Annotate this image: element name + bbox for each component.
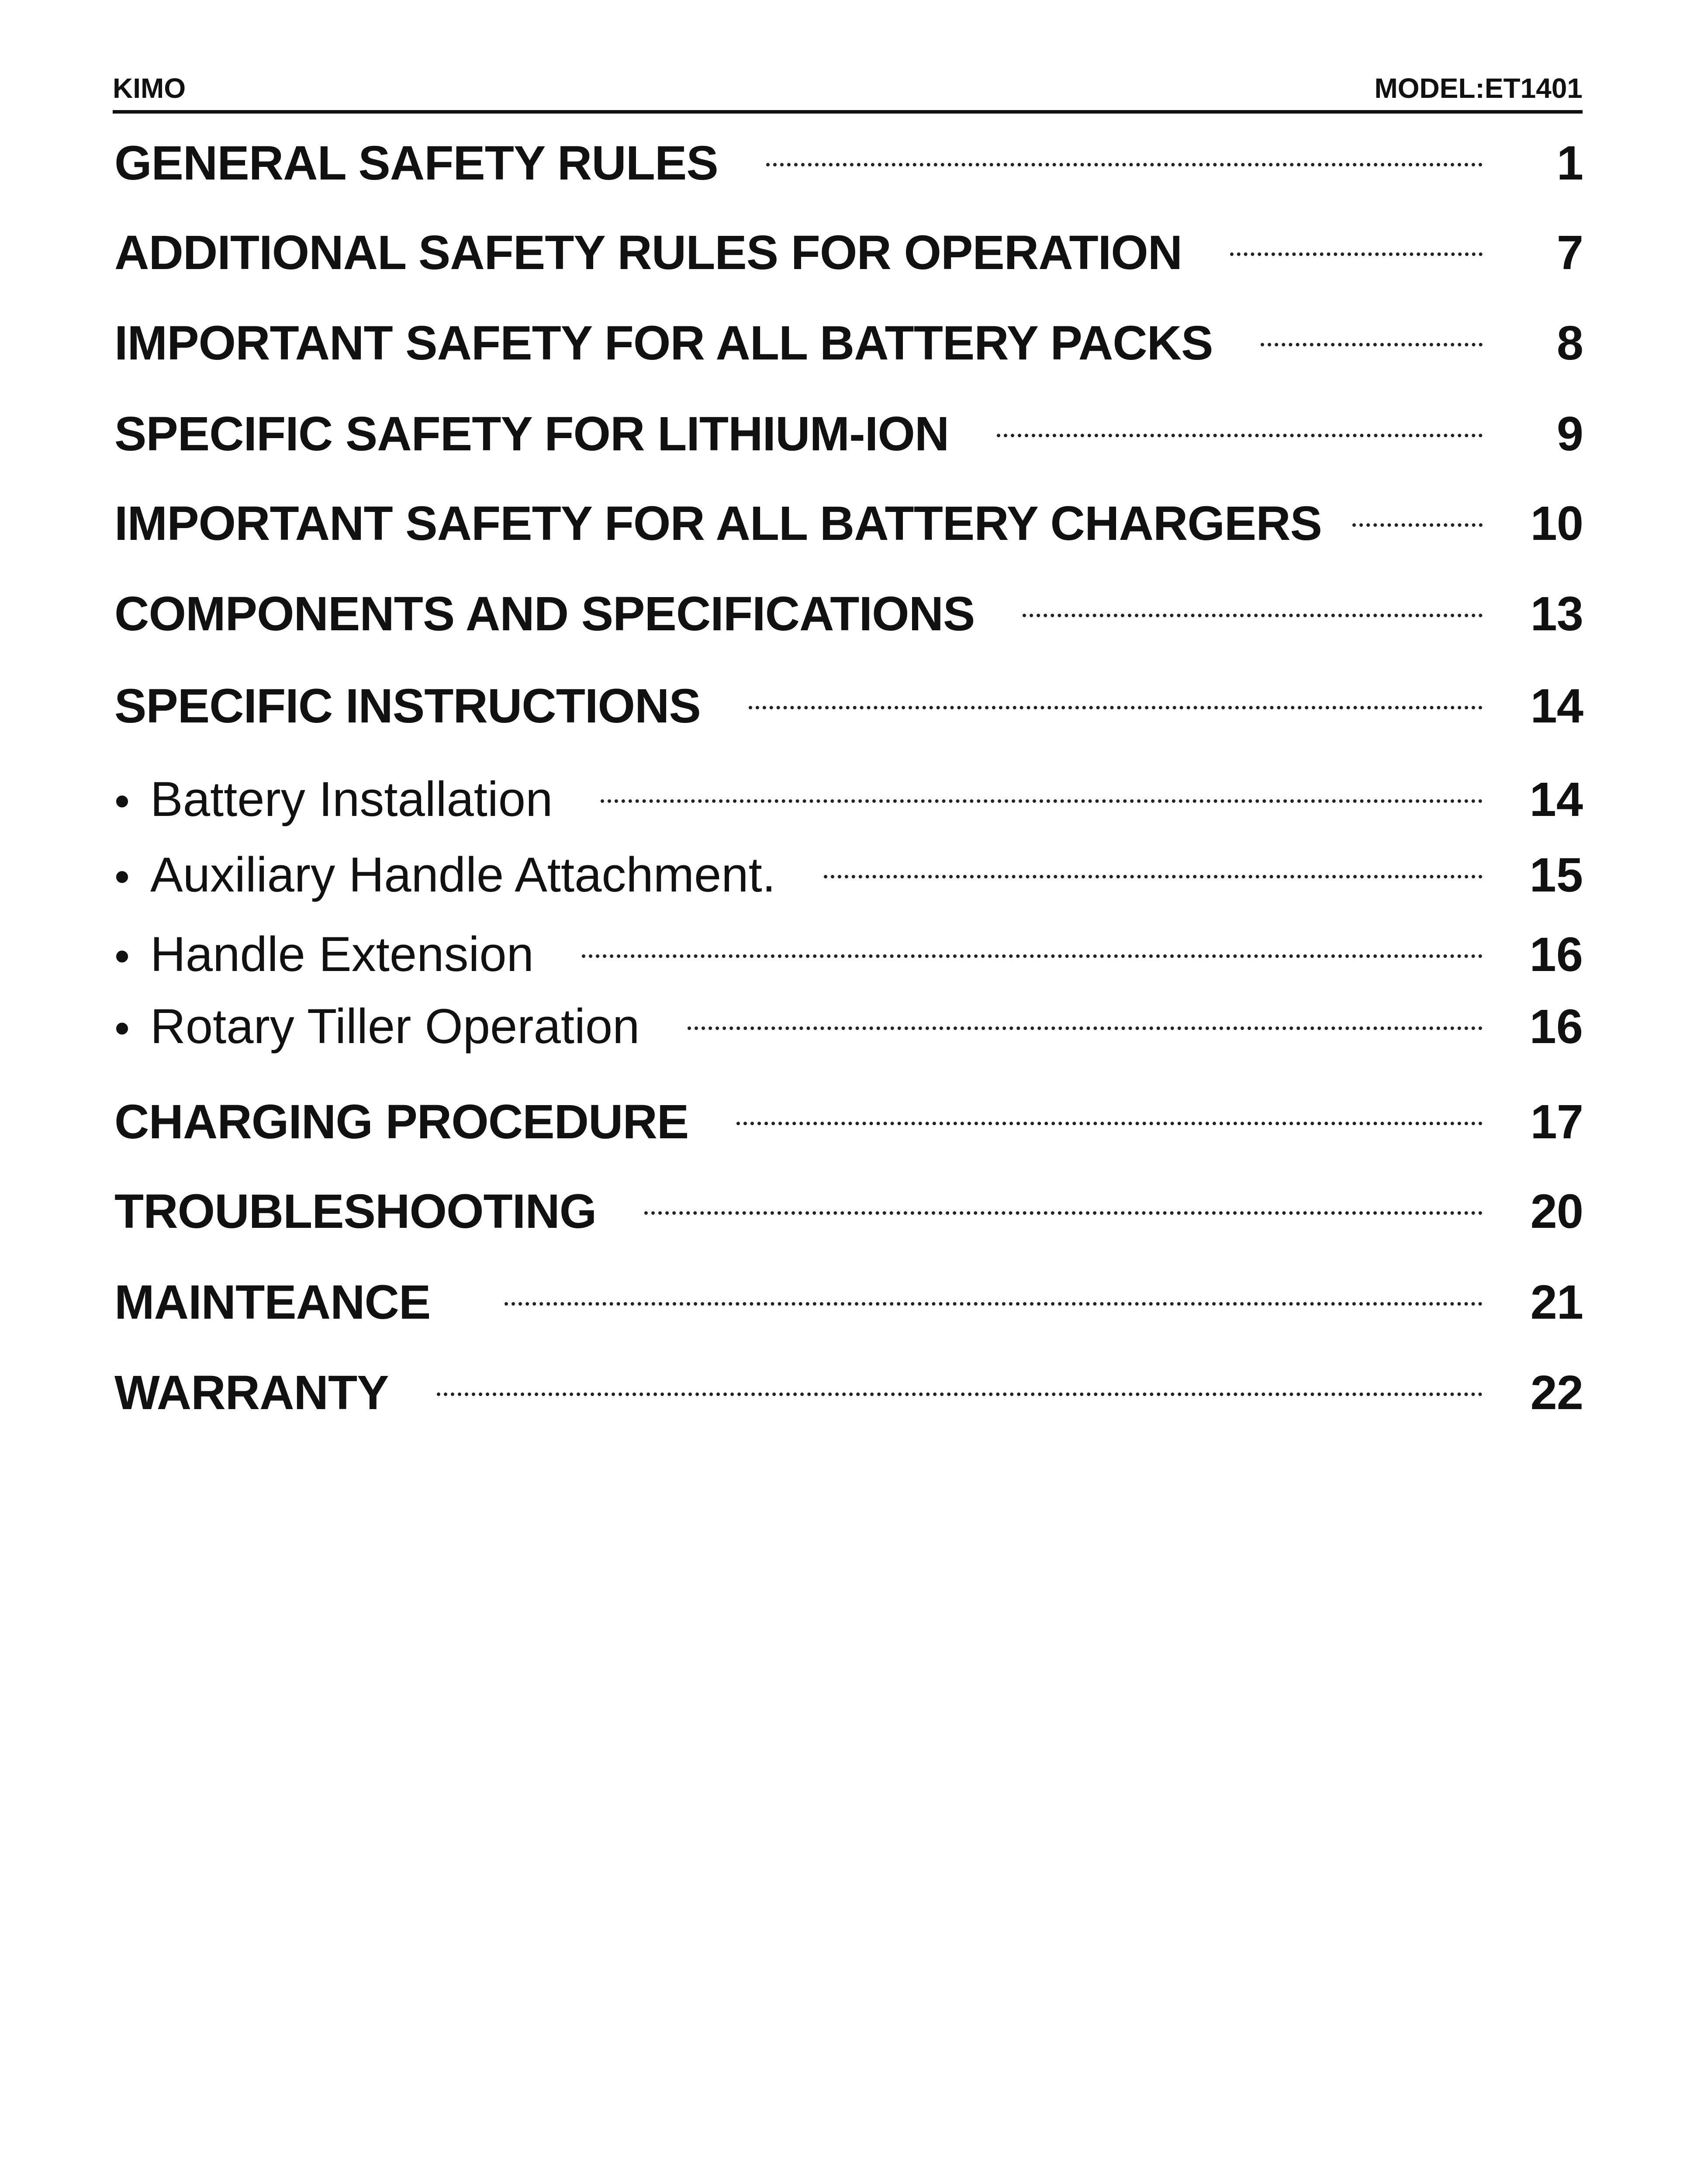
bullet-icon: • xyxy=(114,1004,130,1053)
bullet-icon: • xyxy=(114,852,130,901)
dot-leader xyxy=(997,434,1483,437)
toc-subentry[interactable] xyxy=(114,847,1583,903)
toc-entry-title: COMPONENTS AND SPECIFICATIONS xyxy=(114,587,975,641)
toc-entry-title: MAINTEANCE xyxy=(114,1275,431,1329)
toc-entry-page: 8 xyxy=(1556,316,1583,370)
toc-subentry[interactable] xyxy=(114,926,1583,982)
toc-entry-title: GENERAL SAFETY RULES xyxy=(114,136,718,190)
toc-entry[interactable] xyxy=(114,406,1583,462)
toc-subentry-title: Handle Extension xyxy=(150,927,534,981)
dot-leader xyxy=(644,1211,1483,1215)
toc-entry[interactable] xyxy=(114,225,1583,280)
toc-entry-page: 22 xyxy=(1530,1366,1583,1420)
dot-leader xyxy=(1261,343,1483,346)
toc-entry[interactable] xyxy=(114,496,1583,551)
toc-entry[interactable] xyxy=(114,135,1583,191)
toc-subentry-page: 16 xyxy=(1529,1000,1583,1054)
toc-subentry[interactable] xyxy=(114,998,1583,1054)
toc-subentry-page: 15 xyxy=(1529,848,1583,902)
dot-leader xyxy=(505,1302,1483,1306)
brand-name: KIMO xyxy=(113,73,186,104)
toc-entry-page: 13 xyxy=(1530,587,1583,641)
dot-leader xyxy=(749,706,1483,709)
toc-subentry-title: Battery Installation xyxy=(150,772,553,826)
toc-entry[interactable] xyxy=(114,1275,1583,1330)
toc-subentry-page: 16 xyxy=(1529,928,1583,981)
dot-leader xyxy=(1023,614,1483,617)
toc-entry-page: 21 xyxy=(1530,1275,1583,1329)
toc-entry-page: 9 xyxy=(1556,407,1583,461)
toc-entry-page: 10 xyxy=(1530,497,1583,550)
toc-entry-title: WARRANTY xyxy=(114,1366,389,1420)
dot-leader xyxy=(1230,252,1483,256)
toc-entry[interactable] xyxy=(114,1184,1583,1239)
bullet-icon: • xyxy=(114,777,130,826)
toc-entry-page: 1 xyxy=(1556,136,1583,190)
dot-leader xyxy=(582,954,1483,958)
toc-subentry-title: Rotary Tiller Operation xyxy=(150,999,640,1054)
toc-subentry-page: 14 xyxy=(1529,773,1583,826)
model-number: MODEL:ET1401 xyxy=(1374,73,1583,104)
toc-entry[interactable] xyxy=(114,678,1583,734)
dot-leader xyxy=(601,799,1483,803)
toc-entry-page: 20 xyxy=(1530,1185,1583,1238)
dot-leader xyxy=(766,163,1483,166)
toc-entry-title: SPECIFIC SAFETY FOR LITHIUM-ION xyxy=(114,407,949,461)
toc-entry-title: IMPORTANT SAFETY FOR ALL BATTERY CHARGERS xyxy=(114,497,1322,550)
dot-leader xyxy=(688,1026,1483,1030)
toc-entry-title: ADDITIONAL SAFETY RULES FOR OPERATION xyxy=(114,226,1182,280)
toc-entry[interactable] xyxy=(114,1094,1583,1150)
dot-leader xyxy=(437,1393,1483,1396)
toc-entry-page: 7 xyxy=(1556,226,1583,280)
table-of-contents xyxy=(114,0,1583,1485)
toc-entry-title: TROUBLESHOOTING xyxy=(114,1185,597,1238)
toc-entry[interactable] xyxy=(114,1365,1583,1420)
toc-entry-title: CHARGING PROCEDURE xyxy=(114,1095,689,1149)
toc-entry-page: 14 xyxy=(1530,679,1583,733)
dot-leader xyxy=(736,1122,1483,1125)
toc-entry-page: 17 xyxy=(1530,1095,1583,1149)
toc-entry[interactable] xyxy=(114,315,1583,371)
dot-leader xyxy=(824,875,1483,878)
bullet-icon: • xyxy=(114,932,130,981)
toc-subentry-title: Auxiliary Handle Attachment. xyxy=(150,847,776,902)
toc-entry-title: SPECIFIC INSTRUCTIONS xyxy=(114,679,701,733)
toc-entry[interactable] xyxy=(114,586,1583,642)
dot-leader xyxy=(1352,523,1483,527)
toc-subentry[interactable] xyxy=(114,771,1583,827)
toc-entry-title: IMPORTANT SAFETY FOR ALL BATTERY PACKS xyxy=(114,316,1213,370)
